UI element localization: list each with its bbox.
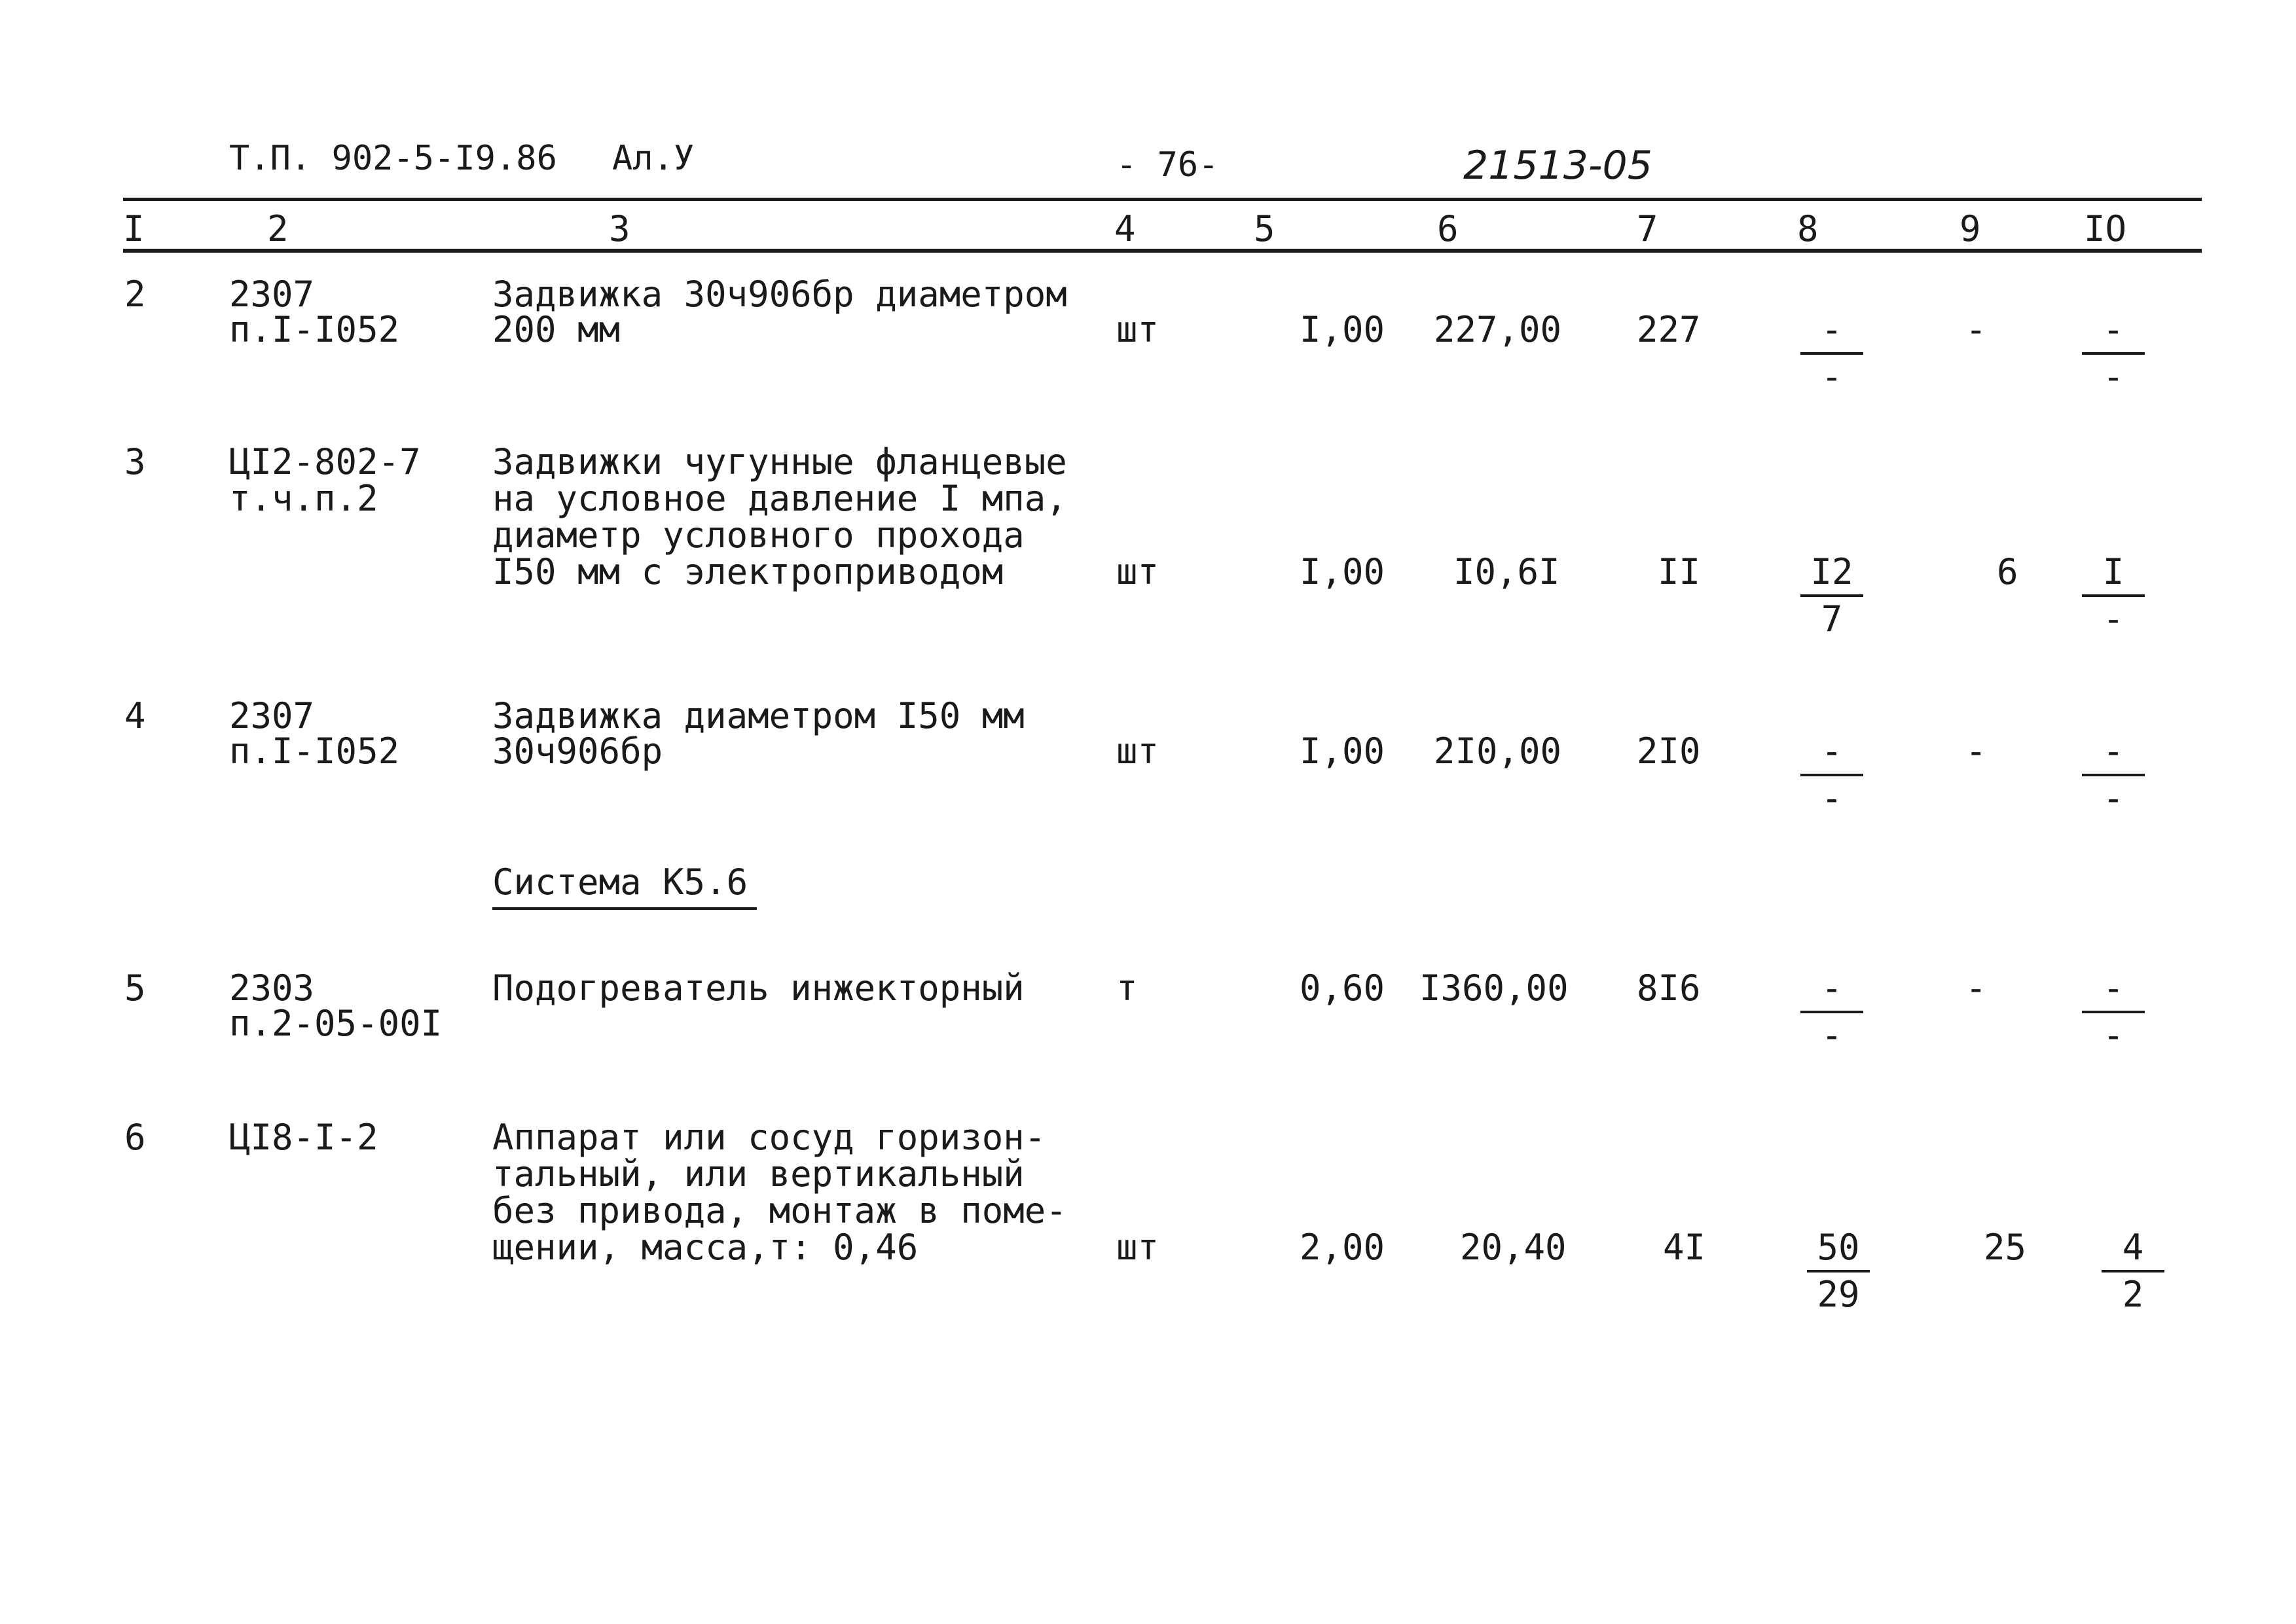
row-col8-fraction xyxy=(1800,733,1863,817)
row-description: Задвижки чугунные фланцевые xyxy=(492,441,1067,482)
row-quantity: I,00 xyxy=(1300,309,1385,350)
fraction-numerator: - xyxy=(1800,970,1863,1013)
top-rule xyxy=(123,198,2202,201)
fraction-denominator: - xyxy=(1821,778,1843,819)
column-number-3: 3 xyxy=(609,208,630,249)
row-col10-fraction xyxy=(2082,309,2145,397)
row-col8-fraction xyxy=(1800,551,1863,640)
row-number: 3 xyxy=(124,441,146,482)
column-header-rule xyxy=(123,249,2202,253)
row-unit: шт xyxy=(1116,731,1159,772)
row-col10-fraction xyxy=(2082,733,2145,817)
page-number: - 76- xyxy=(1116,145,1219,185)
row-unit-price: 227,00 xyxy=(1434,309,1562,350)
fraction-denominator: 7 xyxy=(1821,598,1843,640)
column-number-5: 5 xyxy=(1254,208,1275,249)
row-code: п.2-05-00I xyxy=(229,1003,443,1044)
row-col10-fraction xyxy=(2082,551,2145,640)
column-number-7: 7 xyxy=(1637,208,1658,249)
row-col9: 25 xyxy=(1984,1227,2027,1268)
row-description: щении, масса,т: 0,46 xyxy=(492,1227,919,1268)
row-code: ЦI2-802-7 xyxy=(229,441,421,482)
fraction-numerator: I xyxy=(2082,554,2145,597)
row-total: 4I xyxy=(1663,1227,1706,1268)
fraction-numerator: - xyxy=(2082,733,2145,776)
row-code: т.ч.п.2 xyxy=(229,478,378,519)
column-number-1: I xyxy=(123,208,145,249)
row-description: тальный, или вертикальный xyxy=(492,1153,1025,1195)
fraction-denominator: - xyxy=(2102,598,2124,640)
fraction-denominator: 29 xyxy=(1817,1274,1860,1315)
row-total: 2I0 xyxy=(1637,731,1701,772)
fraction-numerator: - xyxy=(2082,970,2145,1013)
row-unit: шт xyxy=(1116,551,1159,592)
row-unit-price: I0,6I xyxy=(1453,551,1560,592)
row-quantity: I,00 xyxy=(1300,731,1385,772)
row-code: 2307 xyxy=(229,274,315,315)
column-number-4: 4 xyxy=(1114,208,1136,249)
fraction-numerator: 50 xyxy=(1807,1229,1870,1272)
fraction-numerator: 4 xyxy=(2102,1229,2164,1272)
row-description: Задвижка диаметром I50 мм xyxy=(492,695,1025,736)
row-description: на условное давление I мпа, xyxy=(492,478,1067,519)
row-quantity: 0,60 xyxy=(1300,967,1385,1009)
fraction-denominator: - xyxy=(1821,1015,1843,1056)
row-code: 2303 xyxy=(229,967,315,1009)
column-number-10: IO xyxy=(2084,208,2127,249)
row-number: 6 xyxy=(124,1117,146,1158)
row-number: 4 xyxy=(124,695,146,736)
row-code: п.I-I052 xyxy=(229,731,400,772)
row-col10-fraction xyxy=(2102,1229,2164,1313)
fraction-numerator: - xyxy=(1800,733,1863,776)
row-number: 2 xyxy=(124,274,146,315)
row-description: без привода, монтаж в поме- xyxy=(492,1190,1067,1231)
row-description: 30ч906бр xyxy=(492,731,663,772)
row-code: 2307 xyxy=(229,695,315,736)
row-description: Подогреватель инжекторный xyxy=(492,967,1025,1009)
row-total: 8I6 xyxy=(1637,967,1701,1009)
handwritten-stamp: 21513-05 xyxy=(1463,143,1652,189)
fraction-denominator: 2 xyxy=(2122,1274,2144,1315)
column-number-6: 6 xyxy=(1437,208,1459,249)
row-code: ЦI8-I-2 xyxy=(229,1117,378,1158)
row-col9: - xyxy=(1965,967,1987,1009)
fraction-numerator: - xyxy=(1800,312,1863,355)
fraction-numerator: - xyxy=(2082,312,2145,355)
row-unit: т xyxy=(1116,967,1138,1009)
row-unit-price: 2I0,00 xyxy=(1434,731,1562,772)
fraction-numerator: I2 xyxy=(1800,554,1863,597)
row-code: п.I-I052 xyxy=(229,309,400,350)
row-unit-price: 20,40 xyxy=(1460,1227,1567,1268)
row-unit: шт xyxy=(1116,309,1159,350)
row-col9: 6 xyxy=(1997,551,2018,592)
fraction-denominator: - xyxy=(2102,778,2124,819)
row-col10-fraction xyxy=(2082,967,2145,1056)
row-description: диаметр условного прохода xyxy=(492,514,1025,556)
album-label: Ал.У xyxy=(612,139,695,178)
column-number-8: 8 xyxy=(1797,208,1819,249)
row-col9: - xyxy=(1965,731,1987,772)
column-number-9: 9 xyxy=(1959,208,1981,249)
row-quantity: 2,00 xyxy=(1300,1227,1385,1268)
row-unit-price: I360,00 xyxy=(1419,967,1569,1009)
row-col9: - xyxy=(1965,309,1987,350)
row-description: I50 мм с электроприводом xyxy=(492,551,1004,592)
fraction-denominator: - xyxy=(1821,356,1843,397)
row-description: 200 мм xyxy=(492,309,621,350)
row-quantity: I,00 xyxy=(1300,551,1385,592)
row-description: Аппарат или сосуд горизон- xyxy=(492,1117,1046,1158)
row-col8-fraction xyxy=(1800,309,1863,397)
row-col8-fraction xyxy=(1807,1229,1870,1313)
row-col8-fraction xyxy=(1800,967,1863,1056)
doc-code: Т.П. 902-5-I9.86 xyxy=(229,139,557,178)
row-unit: шт xyxy=(1116,1227,1159,1268)
section-heading: Система К5.6 xyxy=(492,864,757,910)
fraction-denominator: - xyxy=(2102,1015,2124,1056)
column-number-2: 2 xyxy=(267,208,289,249)
row-total: 227 xyxy=(1637,309,1701,350)
row-total: II xyxy=(1658,551,1701,592)
row-description: Задвижка 30ч906бр диаметром xyxy=(492,274,1067,315)
fraction-denominator: - xyxy=(2102,356,2124,397)
row-number: 5 xyxy=(124,967,146,1009)
